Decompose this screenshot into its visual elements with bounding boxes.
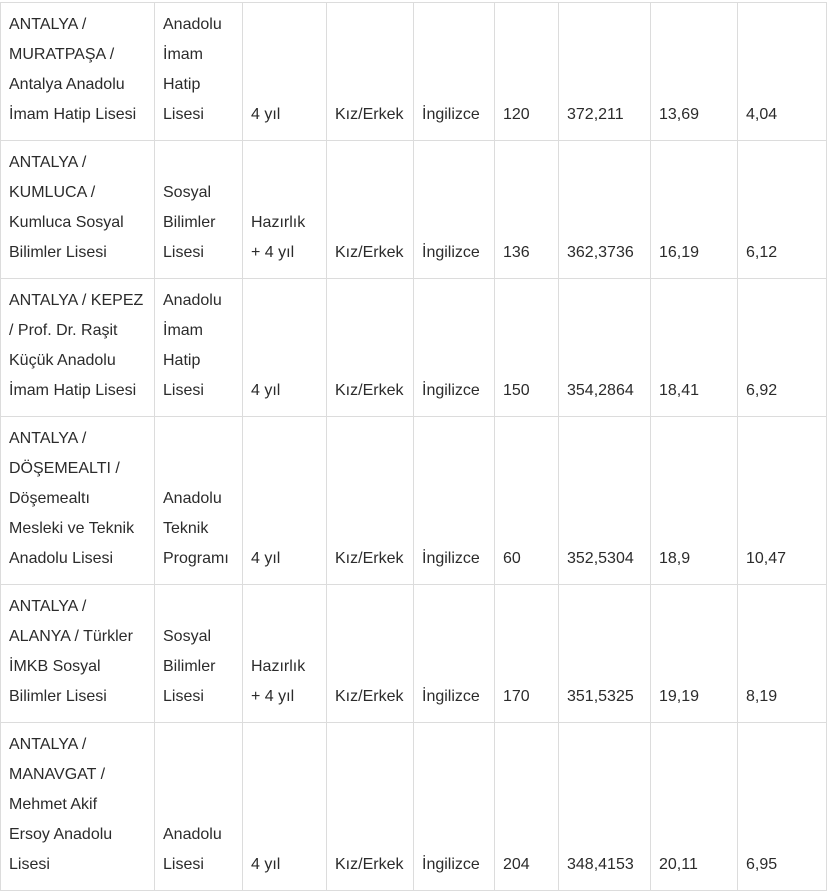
school-name-cell: ANTALYA / ALANYA / Türkler İMKB Sosyal Bilimler Lisesi bbox=[1, 585, 155, 723]
quota-cell: 120 bbox=[495, 3, 559, 141]
quota-cell: 204 bbox=[495, 723, 559, 891]
duration-cell: Hazırlık + 4 yıl bbox=[243, 585, 327, 723]
score-cell: 352,5304 bbox=[559, 417, 651, 585]
score-cell: 372,211 bbox=[559, 3, 651, 141]
school-name-cell: ANTALYA / DÖŞEMEALTI / Döşemealtı Mesleki ve Teknik Anadolu Lisesi bbox=[1, 417, 155, 585]
quota-cell: 150 bbox=[495, 279, 559, 417]
school-type-cell: Anadolu İmam Hatip Lisesi bbox=[155, 279, 243, 417]
table-row bbox=[1, 141, 827, 279]
language-cell: İngilizce bbox=[414, 723, 495, 891]
school-type-cell: Sosyal Bilimler Lisesi bbox=[155, 141, 243, 279]
table-row bbox=[1, 723, 827, 891]
table-row bbox=[1, 3, 827, 141]
gender-cell: Kız/Erkek bbox=[327, 3, 414, 141]
table-body bbox=[1, 3, 827, 891]
percentile-cell: 13,69 bbox=[651, 3, 738, 141]
language-cell: İngilizce bbox=[414, 3, 495, 141]
ratio-cell: 8,19 bbox=[738, 585, 827, 723]
duration-cell: 4 yıl bbox=[243, 3, 327, 141]
percentile-cell: 18,9 bbox=[651, 417, 738, 585]
gender-cell: Kız/Erkek bbox=[327, 585, 414, 723]
language-cell: İngilizce bbox=[414, 417, 495, 585]
quota-cell: 60 bbox=[495, 417, 559, 585]
gender-cell: Kız/Erkek bbox=[327, 417, 414, 585]
quota-cell: 136 bbox=[495, 141, 559, 279]
table-row bbox=[1, 279, 827, 417]
duration-cell: 4 yıl bbox=[243, 723, 327, 891]
score-cell: 348,4153 bbox=[559, 723, 651, 891]
score-cell: 351,5325 bbox=[559, 585, 651, 723]
percentile-cell: 20,11 bbox=[651, 723, 738, 891]
language-cell: İngilizce bbox=[414, 141, 495, 279]
percentile-cell: 18,41 bbox=[651, 279, 738, 417]
duration-cell: 4 yıl bbox=[243, 417, 327, 585]
ratio-cell: 6,12 bbox=[738, 141, 827, 279]
school-type-cell: Sosyal Bilimler Lisesi bbox=[155, 585, 243, 723]
language-cell: İngilizce bbox=[414, 279, 495, 417]
duration-cell: Hazırlık + 4 yıl bbox=[243, 141, 327, 279]
school-table bbox=[0, 2, 827, 891]
school-type-cell: Anadolu Teknik Programı bbox=[155, 417, 243, 585]
school-name-cell: ANTALYA / KUMLUCA / Kumluca Sosyal Bilimler Lisesi bbox=[1, 141, 155, 279]
percentile-cell: 16,19 bbox=[651, 141, 738, 279]
gender-cell: Kız/Erkek bbox=[327, 279, 414, 417]
percentile-cell: 19,19 bbox=[651, 585, 738, 723]
quota-cell: 170 bbox=[495, 585, 559, 723]
duration-cell: 4 yıl bbox=[243, 279, 327, 417]
gender-cell: Kız/Erkek bbox=[327, 141, 414, 279]
score-cell: 362,3736 bbox=[559, 141, 651, 279]
score-cell: 354,2864 bbox=[559, 279, 651, 417]
ratio-cell: 10,47 bbox=[738, 417, 827, 585]
school-name-cell: ANTALYA / KEPEZ / Prof. Dr. Raşit Küçük Anadolu İmam Hatip Lisesi bbox=[1, 279, 155, 417]
ratio-cell: 4,04 bbox=[738, 3, 827, 141]
school-name-cell: ANTALYA / MURATPAŞA / Antalya Anadolu İmam Hatip Lisesi bbox=[1, 3, 155, 141]
ratio-cell: 6,92 bbox=[738, 279, 827, 417]
gender-cell: Kız/Erkek bbox=[327, 723, 414, 891]
school-name-cell: ANTALYA / MANAVGAT / Mehmet Akif Ersoy Anadolu Lisesi bbox=[1, 723, 155, 891]
school-type-cell: Anadolu İmam Hatip Lisesi bbox=[155, 3, 243, 141]
language-cell: İngilizce bbox=[414, 585, 495, 723]
table-row bbox=[1, 585, 827, 723]
school-type-cell: Anadolu Lisesi bbox=[155, 723, 243, 891]
table-row bbox=[1, 417, 827, 585]
ratio-cell: 6,95 bbox=[738, 723, 827, 891]
